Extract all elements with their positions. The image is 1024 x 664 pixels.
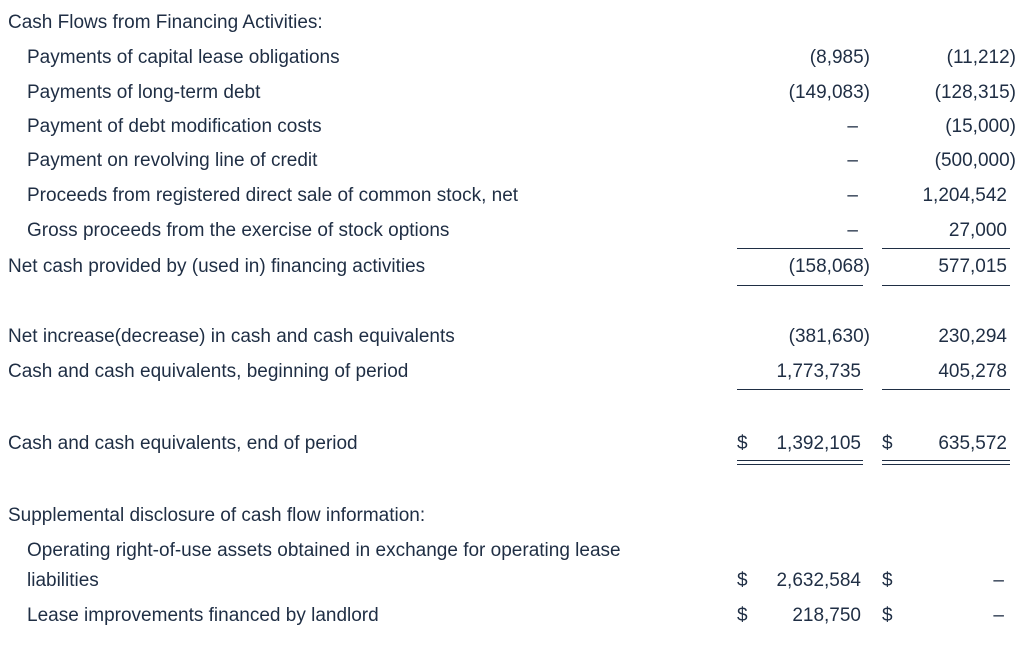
beginning-cash-2018: 405,278 (938, 361, 1007, 382)
value-2019: (8,985) (809, 47, 870, 68)
supplemental-heading-row (0, 501, 1024, 531)
row-label: Gross proceeds from the exercise of stock options (27, 220, 450, 241)
value-2018: (11,212) (946, 47, 1016, 68)
currency-symbol: $ (737, 570, 748, 591)
currency-symbol: $ (737, 605, 748, 626)
currency-symbol: $ (882, 605, 893, 626)
financing-heading: Cash Flows from Financing Activities: (8, 12, 323, 33)
table-row (0, 146, 1024, 176)
lease-improvements-row (0, 601, 1024, 631)
subtotal-rule-2019 (737, 389, 863, 390)
total-rule-2019 (737, 285, 863, 286)
total-rule-2018 (882, 285, 1010, 286)
rou-label-line1: Operating right-of-use assets obtained in exchange for operating lease (27, 540, 621, 561)
row-label: Payment on revolving line of credit (27, 150, 318, 171)
row-label: Payment of debt modification costs (27, 116, 322, 137)
rou-2019: 2,632,584 (776, 570, 861, 591)
currency-symbol: $ (882, 433, 893, 454)
value-2018: 1,204,542 (922, 185, 1007, 206)
rou-2018: – (993, 570, 1004, 591)
net-increase-label: Net increase(decrease) in cash and cash equivalents (8, 326, 455, 347)
subtotal-rule-2019 (737, 248, 863, 249)
net-increase-row (0, 322, 1024, 352)
value-2018: 27,000 (948, 220, 1007, 241)
net-increase-2019: (381,630) (788, 326, 870, 347)
currency-symbol: $ (882, 570, 893, 591)
lease-improvements-2018: – (993, 605, 1004, 626)
table-row (0, 181, 1024, 211)
lease-improvements-label: Lease improvements financed by landlord (27, 605, 379, 626)
beginning-cash-2019: 1,773,735 (776, 361, 861, 382)
subtotal-rule-2018 (882, 248, 1010, 249)
net-increase-2018: 230,294 (938, 326, 1007, 347)
value-2019: – (847, 150, 858, 171)
value-2019: – (847, 185, 858, 206)
double-rule-2019 (737, 460, 863, 465)
rou-row-line1 (0, 536, 1024, 566)
beginning-cash-label: Cash and cash equivalents, beginning of period (8, 361, 409, 382)
table-row (0, 216, 1024, 246)
subtotal-rule-2018 (882, 389, 1010, 390)
table-row (0, 43, 1024, 73)
value-2018: (500,000) (934, 150, 1016, 171)
ending-cash-label: Cash and cash equivalents, end of period (8, 433, 358, 454)
value-2018: (128,315) (934, 82, 1016, 103)
ending-cash-2018: 635,572 (938, 433, 1007, 454)
ending-cash-2019: 1,392,105 (776, 433, 861, 454)
net-financing-2019: (158,068) (788, 256, 870, 277)
net-financing-2018: 577,015 (938, 256, 1007, 277)
rou-row (0, 566, 1024, 596)
row-label: Proceeds from registered direct sale of common stock, net (27, 185, 519, 206)
double-rule-2018 (882, 460, 1010, 465)
lease-improvements-2019: 218,750 (792, 605, 861, 626)
row-label: Payments of long-term debt (27, 82, 261, 103)
value-2018: (15,000) (945, 116, 1016, 137)
row-label: Payments of capital lease obligations (27, 47, 340, 68)
value-2019: – (847, 220, 858, 241)
currency-symbol: $ (737, 433, 748, 454)
ending-cash-row (0, 429, 1024, 459)
beginning-cash-row (0, 357, 1024, 387)
financing-heading-row (0, 8, 1024, 38)
net-financing-row (0, 252, 1024, 282)
rou-label-line2: liabilities (27, 570, 99, 591)
table-row (0, 112, 1024, 142)
table-row (0, 78, 1024, 108)
net-financing-label: Net cash provided by (used in) financing activities (8, 256, 426, 277)
supplemental-heading: Supplemental disclosure of cash flow information: (8, 505, 426, 526)
value-2019: (149,083) (788, 82, 870, 103)
value-2019: – (847, 116, 858, 137)
